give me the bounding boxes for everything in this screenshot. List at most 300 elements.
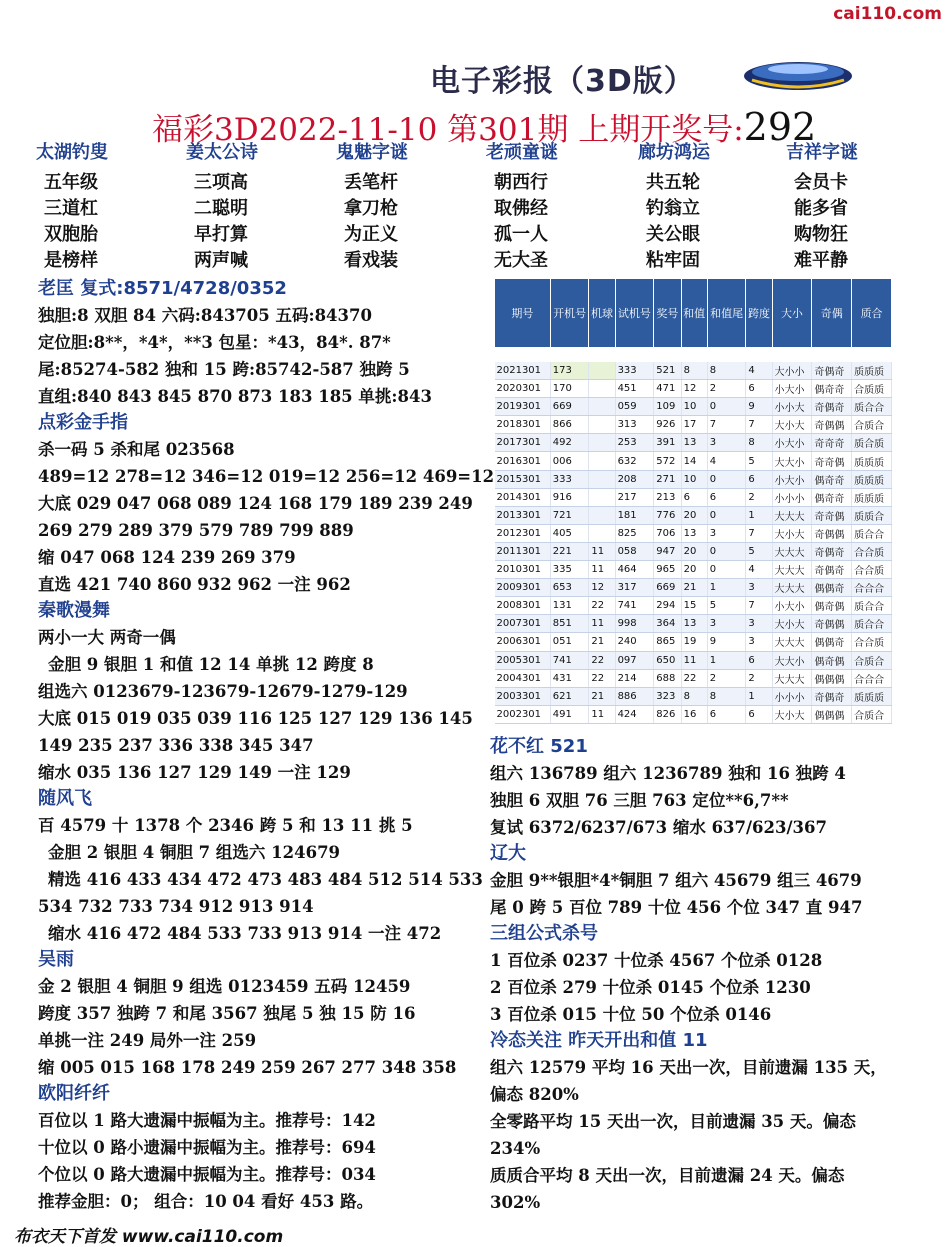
section-heading: 三组公式杀号 — [490, 923, 598, 944]
riddle-column — [36, 138, 186, 272]
riddle-line: 共五轮 — [646, 172, 700, 193]
table-cell: 2 — [707, 669, 746, 687]
riddle-line: 购物狂 — [794, 224, 848, 245]
table-cell: 偶偶奇 — [812, 579, 852, 597]
table-cell: 3 — [746, 633, 772, 651]
table-cell: 2007301 — [495, 615, 551, 633]
riddle-column — [638, 138, 786, 272]
table-header-row — [495, 279, 892, 348]
table-cell: 10 — [681, 470, 707, 488]
table-cell: 7 — [746, 597, 772, 615]
riddle-line: 丢笔杆 — [344, 172, 398, 193]
site-label: cai110.com — [833, 4, 942, 24]
riddle-line: 二聪明 — [194, 198, 248, 219]
table-cell — [589, 506, 615, 524]
table-cell: 491 — [550, 705, 589, 723]
table-row — [495, 398, 892, 416]
table-cell: 22 — [589, 597, 615, 615]
table-row — [495, 669, 892, 687]
table-cell: 6 — [746, 380, 772, 398]
table-cell: 17 — [681, 416, 707, 434]
forecast-line: 金胆 9**银胆*4*铜胆 7 组六 45679 组三 4679 — [490, 871, 862, 890]
right-forecast-column — [490, 734, 930, 1216]
forecast-line: 十位以 0 路小遗漏中振幅为主。推荐号：694 — [38, 1138, 376, 1157]
table-cell: 质质质 — [852, 452, 892, 470]
table-cell: 006 — [550, 452, 589, 470]
table-cell: 质合合 — [852, 398, 892, 416]
table-cell: 22 — [589, 669, 615, 687]
table-cell: 851 — [550, 615, 589, 633]
table-cell — [589, 362, 615, 380]
table-row — [495, 579, 892, 597]
table-cell: 109 — [654, 398, 681, 416]
riddle-line: 双胞胎 — [44, 224, 98, 245]
table-cell: 奇偶奇 — [812, 362, 852, 380]
riddle-grid — [36, 138, 882, 272]
forecast-line: 金胆 9 银胆 1 和值 12 14 单挑 12 跨度 8 — [48, 655, 374, 674]
table-cell — [589, 470, 615, 488]
table-cell: 916 — [550, 488, 589, 506]
table-cell: 7 — [746, 524, 772, 542]
table-cell: 0 — [707, 542, 746, 560]
riddle-line: 孤一人 — [494, 224, 548, 245]
table-cell: 4 — [746, 362, 772, 380]
table-cell: 合合合 — [852, 579, 892, 597]
table-cell: 合质质 — [852, 380, 892, 398]
forecast-line: 百位以 1 路大遗漏中振幅为主。推荐号：142 — [38, 1111, 376, 1130]
table-cell: 小小小 — [772, 687, 812, 705]
table-cell: 131 — [550, 597, 589, 615]
table-row — [495, 705, 892, 723]
table-cell: 偶奇偶 — [812, 651, 852, 669]
column-header: 跨度 — [746, 279, 772, 348]
column-header: 开机号 — [550, 279, 589, 348]
table-cell: 6 — [707, 705, 746, 723]
table-cell: 6 — [707, 488, 746, 506]
section-heading: 随风飞 — [38, 788, 92, 809]
section-heading: 点彩金手指 — [38, 412, 128, 433]
table-cell: 质质质 — [852, 687, 892, 705]
table-cell: 706 — [654, 524, 681, 542]
forecast-line: 组六 12579 平均 16 天出一次，目前遗漏 135 天， — [490, 1058, 887, 1077]
forecast-line: 直组:840 843 845 870 873 183 185 单挑:843 — [38, 387, 432, 406]
table-cell: 奇偶奇 — [812, 542, 852, 560]
table-cell: 865 — [654, 633, 681, 651]
table-row — [495, 452, 892, 470]
table-cell — [589, 488, 615, 506]
table-cell: 8 — [707, 687, 746, 705]
table-cell: 3 — [707, 615, 746, 633]
riddle-author: 太湖钓叟 — [36, 142, 108, 163]
table-cell: 8 — [746, 434, 772, 452]
column-header: 奖号 — [654, 279, 681, 348]
table-cell: 1 — [707, 579, 746, 597]
forecast-line: 复试 6372/6237/673 缩水 637/623/367 — [490, 818, 827, 837]
forecast-line: 直选 421 740 860 932 962 一注 962 — [38, 575, 351, 594]
table-cell: 16 — [681, 705, 707, 723]
forecast-line: 149 235 237 336 338 345 347 — [38, 736, 314, 755]
table-row — [495, 470, 892, 488]
column-header: 质合 — [852, 279, 892, 348]
table-cell: 051 — [550, 633, 589, 651]
table-cell: 合合合 — [852, 669, 892, 687]
table-cell: 688 — [654, 669, 681, 687]
table-cell: 965 — [654, 561, 681, 579]
table-row — [495, 597, 892, 615]
forecast-line: 百 4579 十 1378 个 2346 跨 5 和 13 11 挑 5 — [38, 816, 413, 835]
table-cell — [589, 398, 615, 416]
left-forecast-column — [38, 276, 495, 1215]
table-cell: 11 — [589, 561, 615, 579]
table-cell: 2005301 — [495, 651, 551, 669]
table-cell: 2019301 — [495, 398, 551, 416]
table-cell: 2 — [707, 380, 746, 398]
table-cell: 741 — [550, 651, 589, 669]
table-cell: 质质合 — [852, 506, 892, 524]
riddle-line: 为正义 — [344, 224, 398, 245]
table-cell: 650 — [654, 651, 681, 669]
table-cell: 2010301 — [495, 561, 551, 579]
table-cell: 14 — [681, 452, 707, 470]
table-cell: 572 — [654, 452, 681, 470]
table-cell — [589, 416, 615, 434]
table-cell: 奇奇偶 — [812, 506, 852, 524]
table-cell: 2009301 — [495, 579, 551, 597]
column-header: 期号 — [495, 279, 551, 348]
table-cell: 2003301 — [495, 687, 551, 705]
forecast-line: 大底 029 047 068 089 124 168 179 189 239 249 — [38, 494, 473, 513]
riddle-column — [336, 138, 486, 272]
table-row — [495, 506, 892, 524]
column-header: 和值 — [681, 279, 707, 348]
forecast-line: 302% — [490, 1193, 541, 1212]
table-row — [495, 615, 892, 633]
table-cell: 质合质 — [852, 434, 892, 452]
table-row — [495, 488, 892, 506]
table-cell: 大大大 — [772, 542, 812, 560]
table-cell: 合质合 — [852, 416, 892, 434]
table-cell: 奇偶偶 — [812, 615, 852, 633]
table-cell: 偶奇奇 — [812, 380, 852, 398]
table-cell: 471 — [654, 380, 681, 398]
table-cell: 947 — [654, 542, 681, 560]
table-cell: 21 — [589, 633, 615, 651]
table-cell: 335 — [550, 561, 589, 579]
forecast-line: 定位胆:8**，*4*，**3 包星：*43，84*. 87* — [38, 333, 391, 352]
table-cell: 333 — [615, 362, 654, 380]
table-cell: 19 — [681, 633, 707, 651]
table-cell: 大小大 — [772, 615, 812, 633]
table-row — [495, 416, 892, 434]
riddle-line: 朝西行 — [494, 172, 548, 193]
riddle-author: 廊坊鸿运 — [638, 142, 710, 163]
riddle-line: 拿刀枪 — [344, 198, 398, 219]
table-cell: 2021301 — [495, 362, 551, 380]
table-cell: 776 — [654, 506, 681, 524]
table-cell: 424 — [615, 705, 654, 723]
riddle-column — [786, 138, 882, 272]
table-cell: 2017301 — [495, 434, 551, 452]
table-cell: 大小大 — [772, 705, 812, 723]
table-cell: 6 — [746, 705, 772, 723]
table-row — [495, 561, 892, 579]
table-cell: 20 — [681, 506, 707, 524]
riddle-line: 取佛经 — [494, 198, 548, 219]
table-cell: 合合质 — [852, 633, 892, 651]
table-cell: 22 — [589, 651, 615, 669]
table-cell: 2016301 — [495, 452, 551, 470]
forecast-line: 组六 136789 组六 1236789 独和 16 独跨 4 — [490, 764, 846, 783]
table-cell: 13 — [681, 615, 707, 633]
table-cell: 451 — [615, 380, 654, 398]
table-cell: 364 — [654, 615, 681, 633]
table-cell: 3 — [746, 579, 772, 597]
headline-text: 福彩3D2022-11-10 第301期 上期开奖号: — [152, 112, 744, 148]
table-cell: 大小大 — [772, 524, 812, 542]
forecast-line: 269 279 289 379 579 789 799 889 — [38, 521, 354, 540]
table-cell: 6 — [681, 488, 707, 506]
forecast-line: 跨度 357 独跨 7 和尾 3567 独尾 5 独 15 防 16 — [38, 1004, 416, 1023]
forecast-line: 质质合平均 8 天出一次，目前遗漏 24 天。偏态 — [490, 1166, 845, 1185]
forecast-line: 大底 015 019 035 039 116 125 127 129 136 145 — [38, 709, 473, 728]
forecast-line: 尾 0 跨 5 百位 789 十位 456 个位 347 直 947 — [490, 898, 863, 917]
table-cell: 质合合 — [852, 524, 892, 542]
table-cell: 170 — [550, 380, 589, 398]
table-cell: 15 — [681, 597, 707, 615]
table-cell: 621 — [550, 687, 589, 705]
table-cell: 214 — [615, 669, 654, 687]
table-cell — [589, 452, 615, 470]
table-cell — [589, 524, 615, 542]
table-cell: 小大小 — [772, 470, 812, 488]
table-cell: 221 — [550, 542, 589, 560]
table-cell: 097 — [615, 651, 654, 669]
table-cell: 998 — [615, 615, 654, 633]
table-cell: 0 — [707, 506, 746, 524]
table-cell: 11 — [589, 615, 615, 633]
table-row — [495, 380, 892, 398]
riddle-line: 钓翁立 — [646, 198, 700, 219]
table-cell: 240 — [615, 633, 654, 651]
section-heading: 冷态关注 昨天开出和值 11 — [490, 1030, 708, 1051]
table-cell: 2011301 — [495, 542, 551, 560]
table-cell: 8 — [681, 687, 707, 705]
column-header: 和值尾 — [707, 279, 746, 348]
table-cell: 20 — [681, 561, 707, 579]
table-cell: 2008301 — [495, 597, 551, 615]
table-cell: 6 — [746, 470, 772, 488]
table-cell: 253 — [615, 434, 654, 452]
table-cell: 小大小 — [772, 434, 812, 452]
riddle-line: 早打算 — [194, 224, 248, 245]
riddle-line: 两声喊 — [194, 250, 248, 271]
table-cell: 合合质 — [852, 542, 892, 560]
footer-credit: 布衣天下首发 www.cai110.com — [14, 1227, 284, 1247]
table-cell: 5 — [746, 542, 772, 560]
table-cell: 492 — [550, 434, 589, 452]
table-cell: 大大小 — [772, 651, 812, 669]
table-cell: 2018301 — [495, 416, 551, 434]
table-cell: 4 — [746, 561, 772, 579]
table-cell: 2 — [746, 488, 772, 506]
forecast-line: 单挑一注 249 局外一注 259 — [38, 1031, 257, 1050]
table-cell: 058 — [615, 542, 654, 560]
table-cell: 偶奇偶 — [812, 597, 852, 615]
table-cell: 20 — [681, 542, 707, 560]
section-heading: 老匡 复式:8571/4728/0352 — [38, 278, 287, 299]
section-heading: 吴雨 — [38, 949, 74, 970]
riddle-line: 会员卡 — [794, 172, 848, 193]
riddle-author: 老顽童谜 — [486, 142, 558, 163]
riddle-line: 三项高 — [194, 172, 248, 193]
table-cell: 8 — [707, 362, 746, 380]
table-cell: 6 — [746, 651, 772, 669]
table-cell: 632 — [615, 452, 654, 470]
table-cell: 小大小 — [772, 597, 812, 615]
table-cell: 866 — [550, 416, 589, 434]
table-cell: 405 — [550, 524, 589, 542]
forecast-line: 缩水 416 472 484 533 733 913 914 一注 472 — [48, 924, 442, 943]
table-cell: 5 — [746, 452, 772, 470]
table-cell: 1 — [707, 651, 746, 669]
table-cell: 大小小 — [772, 362, 812, 380]
table-cell: 合合质 — [852, 561, 892, 579]
column-header: 大小 — [772, 279, 812, 348]
table-row — [495, 524, 892, 542]
forecast-line: 推荐金胆：0； 组合：10 04 看好 453 路。 — [38, 1192, 374, 1211]
section-heading: 辽大 — [490, 843, 526, 864]
table-cell: 271 — [654, 470, 681, 488]
last-draw-number: 292 — [743, 105, 817, 149]
table-cell: 奇奇奇 — [812, 434, 852, 452]
riddle-line: 粘牢固 — [646, 250, 700, 271]
forecast-line: 精选 416 433 434 472 473 483 484 512 514 533 — [48, 870, 483, 889]
table-cell: 8 — [681, 362, 707, 380]
table-cell: 208 — [615, 470, 654, 488]
table-cell: 质质质 — [852, 470, 892, 488]
table-cell: 2013301 — [495, 506, 551, 524]
forecast-line: 缩水 035 136 127 129 149 一注 129 — [38, 763, 351, 782]
table-cell: 181 — [615, 506, 654, 524]
forecast-line: 489=12 278=12 346=12 019=12 256=12 469=12 — [38, 467, 495, 486]
table-cell: 奇偶奇 — [812, 561, 852, 579]
forecast-line: 杀一码 5 杀和尾 023568 — [38, 440, 235, 459]
forecast-line: 尾:85274-582 独和 15 跨:85742-587 独跨 5 — [38, 360, 410, 379]
table-cell: 825 — [615, 524, 654, 542]
table-cell: 886 — [615, 687, 654, 705]
table-cell: 质合合 — [852, 615, 892, 633]
table-cell: 奇奇偶 — [812, 452, 852, 470]
table-cell: 741 — [615, 597, 654, 615]
table-cell: 偶偶偶 — [812, 669, 852, 687]
table-cell: 合质合 — [852, 651, 892, 669]
table-cell: 2 — [746, 669, 772, 687]
column-header: 奇偶 — [812, 279, 852, 348]
table-row — [495, 362, 892, 380]
table-cell: 2012301 — [495, 524, 551, 542]
table-cell: 奇偶偶 — [812, 524, 852, 542]
forecast-line: 1 百位杀 0237 十位杀 4567 个位杀 0128 — [490, 951, 823, 970]
table-cell: 0 — [707, 470, 746, 488]
table-cell: 1 — [746, 506, 772, 524]
table-cell: 464 — [615, 561, 654, 579]
table-cell: 质质质 — [852, 362, 892, 380]
forecast-line: 金胆 2 银胆 4 铜胆 7 组选六 124679 — [48, 843, 341, 862]
riddle-line: 是榜样 — [44, 250, 98, 271]
table-cell: 小小小 — [772, 488, 812, 506]
table-cell: 926 — [654, 416, 681, 434]
riddle-line: 五年级 — [44, 172, 98, 193]
table-cell: 小大小 — [772, 380, 812, 398]
column-header: 机球 — [589, 279, 615, 348]
table-cell: 7 — [707, 416, 746, 434]
forecast-line: 缩 047 068 124 239 269 379 — [38, 548, 296, 567]
table-cell: 1 — [746, 687, 772, 705]
table-row — [495, 434, 892, 452]
section-heading: 秦歌漫舞 — [38, 600, 110, 621]
riddle-line: 能多省 — [794, 198, 848, 219]
table-cell: 11 — [589, 705, 615, 723]
table-cell: 21 — [589, 687, 615, 705]
section-heading: 欧阳纤纤 — [38, 1083, 110, 1104]
spacer-cell — [495, 348, 892, 363]
table-cell: 11 — [681, 651, 707, 669]
section-heading: 花不红 521 — [490, 736, 588, 757]
table-cell: 653 — [550, 579, 589, 597]
table-cell — [589, 434, 615, 452]
table-cell: 317 — [615, 579, 654, 597]
table-cell: 2002301 — [495, 705, 551, 723]
table-cell: 7 — [746, 416, 772, 434]
table-cell: 826 — [654, 705, 681, 723]
table-cell: 9 — [707, 633, 746, 651]
table-cell — [589, 380, 615, 398]
table-cell: 13 — [681, 434, 707, 452]
table-cell: 3 — [707, 434, 746, 452]
table-cell: 669 — [550, 398, 589, 416]
riddle-line: 三道杠 — [44, 198, 98, 219]
table-cell: 2020301 — [495, 380, 551, 398]
forecast-line: 全零路平均 15 天出一次，目前遗漏 35 天。偏态 — [490, 1112, 856, 1131]
table-cell: 2014301 — [495, 488, 551, 506]
table-cell: 12 — [681, 380, 707, 398]
forecast-line: 金 2 银胆 4 铜胆 9 组选 0123459 五码 12459 — [38, 977, 411, 996]
table-cell: 0 — [707, 561, 746, 579]
table-cell: 偶偶偶 — [812, 705, 852, 723]
forecast-line: 2 百位杀 279 十位杀 0145 个位杀 1230 — [490, 978, 811, 997]
history-table — [494, 278, 892, 724]
table-cell: 21 — [681, 579, 707, 597]
table-cell: 2015301 — [495, 470, 551, 488]
riddle-author: 姜太公诗 — [186, 142, 258, 163]
table-cell: 3 — [707, 524, 746, 542]
table-cell: 偶奇奇 — [812, 488, 852, 506]
table-cell: 294 — [654, 597, 681, 615]
table-cell: 大小大 — [772, 416, 812, 434]
table-cell: 2004301 — [495, 669, 551, 687]
table-spacer — [495, 348, 892, 363]
table-cell: 22 — [681, 669, 707, 687]
table-cell: 431 — [550, 669, 589, 687]
table-cell: 大大大 — [772, 561, 812, 579]
forecast-line: 534 732 733 734 912 913 914 — [38, 897, 314, 916]
forecast-line: 234% — [490, 1139, 541, 1158]
table-cell: 大大大 — [772, 506, 812, 524]
table-cell: 偶奇奇 — [812, 470, 852, 488]
forecast-line: 偏态 820% — [490, 1085, 579, 1104]
table-cell: 奇偶奇 — [812, 687, 852, 705]
table-cell: 13 — [681, 524, 707, 542]
